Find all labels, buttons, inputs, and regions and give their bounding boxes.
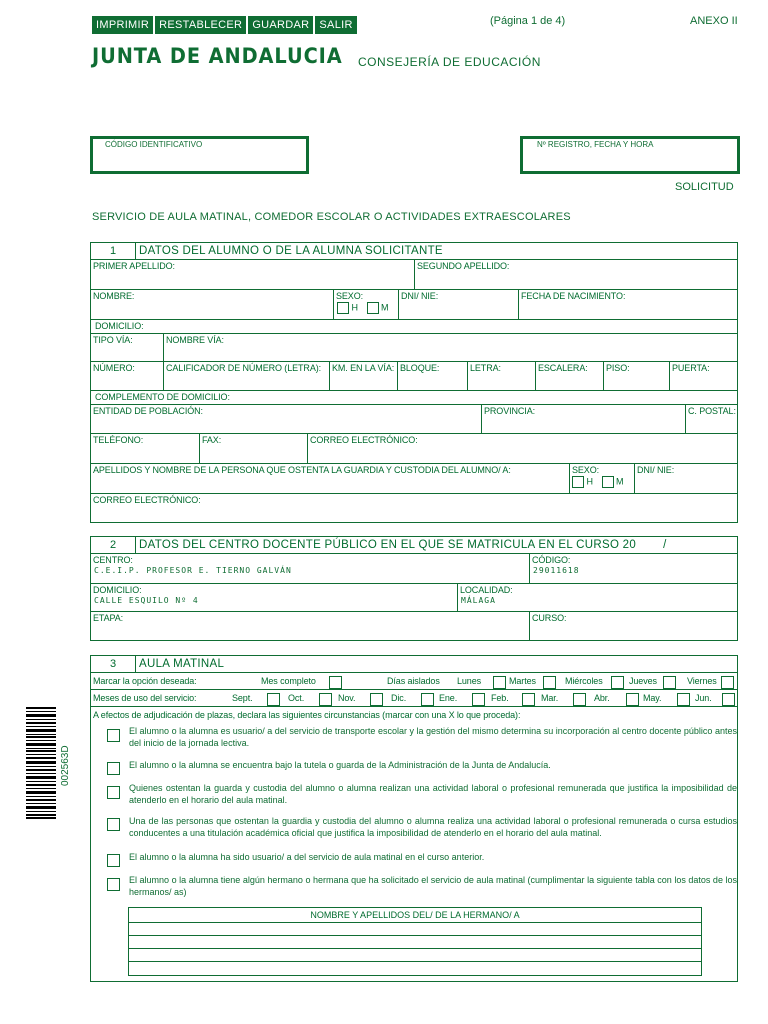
birthdate-field[interactable] — [518, 290, 737, 319]
section-3-title: AULA MATINAL — [139, 658, 225, 670]
month-abr-label: Abr. — [594, 693, 610, 703]
month-abr-checkbox[interactable] — [626, 693, 639, 706]
second-surname-field[interactable] — [414, 260, 737, 289]
locality-entity-label: ENTIDAD DE POBLACIÓN: — [93, 406, 203, 416]
month-may-checkbox[interactable] — [677, 693, 690, 706]
address-label: DOMICILIO: — [95, 321, 144, 331]
months-label: Meses de uso del servicio: — [93, 693, 197, 703]
section-2-title-text: DATOS DEL CENTRO DOCENTE PÚBLICO EN EL QUE SE MATRICULA EN EL CURSO 20 — [139, 539, 637, 551]
month-jun-label: Jun. — [695, 693, 712, 703]
sex-h-label: H — [351, 302, 359, 313]
day-friday-label: Viernes — [687, 676, 717, 686]
day-thursday-checkbox[interactable] — [663, 676, 676, 689]
sex-m-checkbox[interactable] — [367, 302, 379, 314]
stair-label: ESCALERA: — [538, 363, 588, 373]
day-wednesday-label: Miércoles — [565, 676, 603, 686]
course-year-end-input[interactable] — [670, 537, 690, 554]
isolated-days-label: Días aislados — [387, 676, 440, 686]
brand-logo-text: JUNTA DE ANDALUCIA — [92, 44, 343, 68]
first-surname-label: PRIMER APELLIDO: — [93, 261, 175, 271]
phone-field[interactable] — [91, 434, 199, 463]
guardian-name-field[interactable] — [91, 464, 569, 493]
month-oct-label: Oct. — [288, 693, 305, 703]
stage-field[interactable] — [91, 612, 529, 641]
stage-label: ETAPA: — [93, 613, 124, 623]
guardian-dni-field[interactable] — [634, 464, 737, 493]
circumstance-2-checkbox[interactable] — [107, 762, 120, 775]
road-name-label: NOMBRE VÍA: — [166, 335, 224, 345]
circumstance-1-text: El alumno o la alumna es usuario/ a del servicio de transporte escolar y la gestión del mismo determina su incorporación al centro docente público antes del inicio de la jornada lectiva. — [129, 726, 737, 748]
circumstance-5-checkbox[interactable] — [107, 854, 120, 867]
registry-box[interactable] — [520, 136, 740, 174]
day-tuesday-checkbox[interactable] — [543, 676, 556, 689]
school-locality-field[interactable] — [457, 584, 737, 611]
dni-field[interactable] — [398, 290, 518, 319]
month-ene-checkbox[interactable] — [472, 693, 485, 706]
toolbar — [92, 16, 357, 34]
month-sept-label: Sept. — [232, 693, 253, 703]
block-field[interactable] — [397, 362, 467, 390]
circumstance-1-checkbox[interactable] — [107, 729, 120, 742]
day-friday-checkbox[interactable] — [721, 676, 734, 689]
circumstance-4-checkbox[interactable] — [107, 818, 120, 831]
first-surname-field[interactable] — [91, 260, 414, 289]
province-field[interactable] — [481, 405, 685, 433]
siblings-table-header: NOMBRE Y APELLIDOS DEL/ DE LA HERMANO/ A — [129, 908, 701, 923]
section-1-header — [91, 243, 737, 260]
print-button[interactable]: IMPRIMIR — [92, 16, 153, 34]
circumstance-3-checkbox[interactable] — [107, 786, 120, 799]
full-month-label: Mes completo — [261, 676, 316, 686]
section-3-header — [91, 656, 737, 673]
block-label: BLOQUE: — [400, 363, 440, 373]
circumstances-intro: A efectos de adjudicación de plazas, declara las siguientes circunstancias (marcar con una X lo que proceda): — [93, 710, 521, 720]
day-wednesday-checkbox[interactable] — [611, 676, 624, 689]
day-monday-checkbox[interactable] — [493, 676, 506, 689]
section-2-title — [139, 537, 690, 554]
address-complement-label: COMPLEMENTO DE DOMICILIO: — [95, 392, 230, 402]
guardian-sex-m-label: M — [616, 476, 624, 487]
request-label: SOLICITUD — [675, 181, 734, 193]
sex-m-label: M — [381, 302, 389, 313]
number-field[interactable] — [91, 362, 163, 390]
province-label: PROVINCIA: — [484, 406, 536, 416]
month-feb-label: Feb. — [491, 693, 509, 703]
school-address-field[interactable] — [91, 584, 457, 611]
floor-field[interactable] — [603, 362, 669, 390]
service-title: SERVICIO DE AULA MATINAL, COMEDOR ESCOLAR O ACTIVIDADES EXTRAESCOLARES — [92, 211, 571, 223]
section-2-header — [91, 537, 737, 554]
circumstance-5-text: El alumno o la alumna ha sido usuario/ a del servicio de aula matinal en el curso anterior. — [129, 852, 485, 862]
month-mar-checkbox[interactable] — [573, 693, 586, 706]
siblings-row[interactable] — [129, 923, 701, 936]
road-name-field[interactable] — [163, 334, 737, 361]
exit-button[interactable]: SALIR — [315, 16, 356, 34]
school-code-label: CÓDIGO: — [532, 555, 571, 565]
fax-label: FAX: — [202, 435, 222, 445]
month-nov-checkbox[interactable] — [370, 693, 383, 706]
school-field[interactable] — [91, 554, 529, 583]
letter-field[interactable] — [467, 362, 535, 390]
fax-field[interactable] — [199, 434, 307, 463]
stair-field[interactable] — [535, 362, 603, 390]
guardian-dni-label: DNI/ NIE: — [637, 465, 675, 475]
section-1-title: DATOS DEL ALUMNO O DE LA ALUMNA SOLICITANTE — [139, 245, 443, 257]
annex-label: ANEXO II — [690, 15, 738, 27]
floor-label: PISO: — [606, 363, 630, 373]
course-year-separator: / — [663, 539, 667, 551]
email-field[interactable] — [307, 434, 737, 463]
number-label: NÚMERO: — [93, 363, 135, 373]
school-code-value: 29011618 — [533, 566, 580, 575]
school-code-field[interactable] — [529, 554, 737, 583]
school-value: C.E.I.P. PROFESOR E. TIERNO GALVÁN — [94, 566, 292, 575]
postal-code-field[interactable] — [685, 405, 737, 433]
month-ene-label: Ene. — [439, 693, 458, 703]
school-address-label: DOMICILIO: — [93, 585, 142, 595]
guardian-sex-m-checkbox[interactable] — [602, 476, 614, 488]
second-surname-label: SEGUNDO APELLIDO: — [417, 261, 510, 271]
page-indicator: (Página 1 de 4) — [490, 15, 566, 27]
school-label: CENTRO: — [93, 555, 133, 565]
school-locality-label: LOCALIDAD: — [460, 585, 513, 595]
circumstance-3-text: Quienes ostentan la guarda y custodia del alumno o alumna realizan una actividad laboral o profesional remunerada que justifica la imposibilidad de atenderlo en el horario del aula matinal. — [129, 783, 737, 805]
road-type-field[interactable] — [91, 334, 163, 361]
sex-h-checkbox[interactable] — [337, 302, 349, 314]
guardian-email-field[interactable] — [91, 494, 737, 521]
circumstance-6-checkbox[interactable] — [107, 878, 120, 891]
reset-button[interactable]: RESTABLECER — [155, 16, 246, 34]
circumstance-2-text: El alumno o la alumna se encuentra bajo la tutela o guarda de la Administración de la Junta de Andalucía. — [129, 760, 551, 770]
course-field[interactable] — [529, 612, 737, 641]
name-field[interactable] — [91, 290, 333, 319]
guardian-sex-h-checkbox[interactable] — [572, 476, 584, 488]
qualifier-label: CALIFICADOR DE NÚMERO (LETRA): — [166, 363, 322, 373]
month-sept-checkbox[interactable] — [267, 693, 280, 706]
road-type-label: TIPO VÍA: — [93, 335, 133, 345]
full-month-checkbox[interactable] — [329, 676, 342, 689]
sex-label: SEXO: — [336, 291, 364, 301]
school-locality-value: MÁLAGA — [461, 596, 496, 605]
name-label: NOMBRE: — [93, 291, 135, 301]
circumstance-6-text: El alumno o la alumna tiene algún hermano o hermana que ha solicitado el servicio de aula matinal (cumplimentar la siguiente tabla con los datos de los hermanos/ as) — [129, 875, 737, 897]
registry-label: Nº REGISTRO, FECHA Y HORA — [537, 140, 654, 149]
code-box[interactable] — [90, 136, 309, 174]
barcode-number: 002563D — [60, 745, 71, 786]
barcode-image — [26, 707, 56, 819]
day-monday-label: Lunes — [457, 676, 482, 686]
section-2-number: 2 — [91, 537, 136, 553]
school-address-value: CALLE ESQUILO Nº 4 — [94, 596, 199, 605]
birthdate-label: FECHA DE NACIMIENTO: — [521, 291, 626, 301]
guardian-sex-h-label: H — [586, 476, 594, 487]
siblings-row[interactable] — [129, 962, 701, 975]
locality-entity-field[interactable] — [91, 405, 481, 433]
department-name: CONSEJERÍA DE EDUCACIÓN — [358, 55, 541, 69]
month-jun-checkbox[interactable] — [722, 693, 735, 706]
section-3-number: 3 — [91, 656, 136, 672]
guardian-sex-field — [569, 464, 634, 493]
month-dic-label: Dic. — [391, 693, 407, 703]
option-label: Marcar la opción deseada: — [93, 676, 197, 686]
door-label: PUERTA: — [672, 363, 710, 373]
guardian-sex-label: SEXO: — [572, 465, 600, 475]
month-nov-label: Nov. — [338, 693, 356, 703]
postal-code-label: C. POSTAL: — [688, 406, 736, 416]
course-year-start-input[interactable] — [640, 537, 660, 554]
siblings-table — [128, 907, 702, 976]
dni-label: DNI/ NIE: — [401, 291, 439, 301]
save-button[interactable]: GUARDAR — [248, 16, 313, 34]
section-1 — [90, 242, 738, 523]
siblings-row[interactable] — [129, 949, 701, 962]
code-label: CÓDIGO IDENTIFICATIVO — [105, 140, 203, 149]
guardian-name-label: APELLIDOS Y NOMBRE DE LA PERSONA QUE OSTENTA LA GUARDIA Y CUSTODIA DEL ALUMNO/ A: — [93, 465, 511, 475]
km-label: KM. EN LA VÍA: — [332, 363, 395, 373]
email-label: CORREO ELECTRÓNICO: — [310, 435, 418, 445]
siblings-row[interactable] — [129, 936, 701, 949]
guardian-email-label: CORREO ELECTRÓNICO: — [93, 495, 201, 505]
letter-label: LETRA: — [470, 363, 501, 373]
day-tuesday-label: Martes — [509, 676, 536, 686]
section-1-number: 1 — [91, 243, 136, 259]
course-label: CURSO: — [532, 613, 567, 623]
qualifier-field[interactable] — [163, 362, 329, 390]
month-mar-label: Mar. — [541, 693, 559, 703]
section-2 — [90, 536, 738, 641]
km-field[interactable] — [329, 362, 397, 390]
circumstance-4-text: Una de las personas que ostentan la guardia y custodia del alumno o alumna realiza una actividad laboral o profesional remunerada o cursa estudios conducentes a una titulación académica oficial que justifica la imposibilidad de atenderlo en el horario del aula matinal. — [129, 816, 737, 838]
month-feb-checkbox[interactable] — [522, 693, 535, 706]
month-may-label: May. — [643, 693, 662, 703]
sex-field — [333, 290, 398, 319]
month-dic-checkbox[interactable] — [421, 693, 434, 706]
phone-label: TELÉFONO: — [93, 435, 144, 445]
month-oct-checkbox[interactable] — [319, 693, 332, 706]
door-field[interactable] — [669, 362, 737, 390]
day-thursday-label: Jueves — [629, 676, 657, 686]
